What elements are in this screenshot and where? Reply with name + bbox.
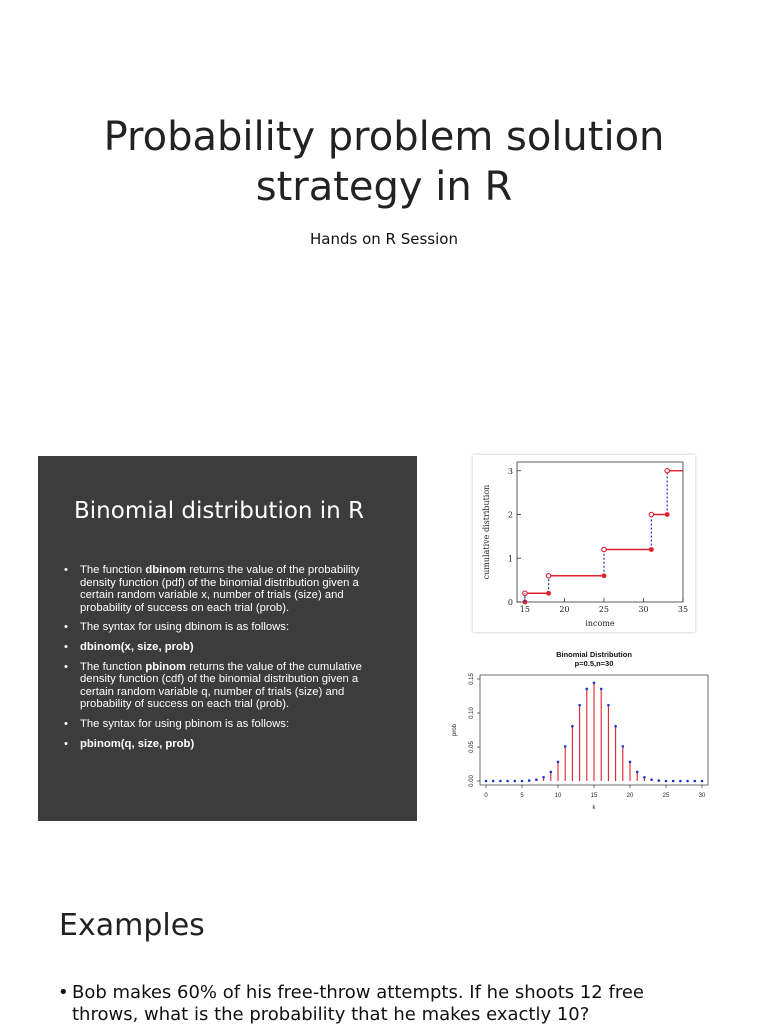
chart-subtitle: p=0.5,n=30 — [574, 659, 614, 668]
examples-list — [58, 982, 698, 1026]
chart-title: Binomial Distribution — [556, 650, 632, 659]
y-tick-label: 0.05 — [469, 741, 475, 753]
bullet-text: The syntax for using pbinom is as follows: — [80, 717, 290, 730]
y-tick-label: 1 — [507, 554, 513, 564]
pmf-point — [485, 780, 488, 783]
pmf-point — [636, 771, 639, 774]
x-axis-label: k — [592, 805, 596, 811]
pmf-point — [600, 688, 603, 691]
cdf-step-chart-svg — [473, 455, 695, 632]
closed-point — [546, 591, 551, 596]
x-tick-label: 20 — [559, 605, 570, 614]
y-tick-label: 0 — [507, 598, 513, 607]
bullet-bold: dbinom — [145, 564, 187, 576]
bullet-item — [64, 718, 394, 731]
x-axis-label: income — [585, 619, 615, 628]
example-item: • Bob makes 60% of his free-throw attempts. If he shoots 12 free throws, what is the probability that he makes exactly 10? — [58, 982, 698, 1026]
pmf-point — [658, 779, 661, 782]
bullet-text: returns the value of the probability density function (pdf) of the binomial distribution given a certain random variable x, number of trials (size) and probability of success on each trial (prob). — [80, 564, 360, 614]
pmf-point — [607, 704, 610, 707]
pmf-point — [550, 771, 553, 774]
x-tick-label: 15 — [519, 605, 530, 614]
pmf-point — [564, 745, 567, 748]
bullet-item — [64, 564, 394, 614]
pmf-point — [679, 780, 682, 783]
pmf-point — [650, 778, 653, 781]
pmf-point — [506, 780, 509, 783]
examples-heading: Examples — [59, 908, 205, 943]
bullet-bold: pbinom — [145, 660, 187, 673]
x-tick-label: 25 — [598, 605, 610, 614]
bullet-bold: dbinom(x, size, prob) — [80, 640, 194, 653]
cdf-step-chart — [473, 455, 695, 632]
closed-point — [602, 573, 607, 578]
open-point — [546, 574, 550, 578]
subtitle: Hands on R Session — [310, 230, 458, 248]
binomial-panel — [38, 456, 417, 821]
closed-point — [649, 547, 654, 552]
pmf-point — [535, 778, 538, 781]
pmf-point — [665, 780, 668, 783]
x-tick-label: 30 — [698, 793, 706, 799]
bullet-text: returns the value of the cumulative density function (cdf) of the binomial distribution given a certain random variable q, number of trials (size) and probability of success on each trial (prob). — [80, 660, 362, 711]
x-tick-label: 35 — [677, 605, 689, 614]
binomial-pmf-chart — [450, 645, 718, 821]
pmf-point — [528, 779, 531, 782]
pmf-point — [492, 780, 495, 783]
bullet-text: The function — [80, 564, 146, 576]
pmf-point — [557, 761, 560, 764]
pmf-point — [643, 776, 646, 779]
bullet-item — [64, 661, 394, 711]
pmf-point — [629, 761, 632, 764]
x-tick-label: 0 — [484, 793, 488, 799]
pmf-point — [499, 780, 502, 783]
y-axis-label: cumulative distribution — [482, 484, 491, 580]
y-tick-label: 2 — [507, 510, 513, 520]
plot-frame — [517, 462, 683, 602]
title-line-1: Probability problem solution — [103, 114, 665, 160]
pmf-point — [622, 745, 625, 748]
pmf-point — [578, 704, 581, 707]
x-tick-label: 10 — [554, 793, 562, 799]
x-tick-label: 25 — [662, 793, 670, 799]
y-tick-label: 0.15 — [469, 673, 475, 685]
bullet-item — [64, 738, 394, 751]
bullet-item — [64, 621, 394, 634]
x-tick-label: 5 — [520, 793, 524, 799]
y-tick-label: 0.00 — [469, 775, 475, 787]
x-tick-label: 15 — [590, 793, 598, 799]
pmf-point — [694, 780, 697, 783]
pmf-point — [586, 688, 589, 691]
open-point — [665, 469, 669, 473]
pmf-point — [614, 725, 617, 728]
open-point — [649, 512, 653, 516]
pmf-point — [514, 780, 517, 783]
bullet-item — [64, 641, 394, 654]
pmf-point — [672, 780, 675, 783]
x-tick-label: 20 — [626, 793, 634, 799]
bullet-list — [64, 564, 394, 757]
y-tick-label: 0.10 — [469, 707, 475, 719]
pmf-point — [542, 776, 545, 779]
pmf-point — [571, 725, 574, 728]
open-point — [602, 547, 606, 551]
bullet-text: The function — [80, 660, 146, 673]
pmf-point — [593, 681, 596, 684]
title-line-2: strategy in R — [255, 164, 513, 210]
y-tick-label: 3 — [507, 466, 513, 476]
x-tick-label: 30 — [638, 605, 649, 614]
pmf-point — [701, 780, 704, 783]
panel-title: Binomial distribution in R — [74, 498, 365, 524]
bullet-bold: pbinom(q, size, prob) — [80, 737, 195, 750]
pmf-point — [686, 780, 689, 783]
bullet-text: The syntax for using dbinom is as follows: — [80, 621, 290, 634]
pmf-point — [521, 780, 524, 783]
y-axis-label: prob — [452, 723, 458, 737]
closed-point — [665, 512, 670, 517]
main-title — [0, 112, 768, 212]
binomial-pmf-chart-svg — [450, 645, 718, 821]
